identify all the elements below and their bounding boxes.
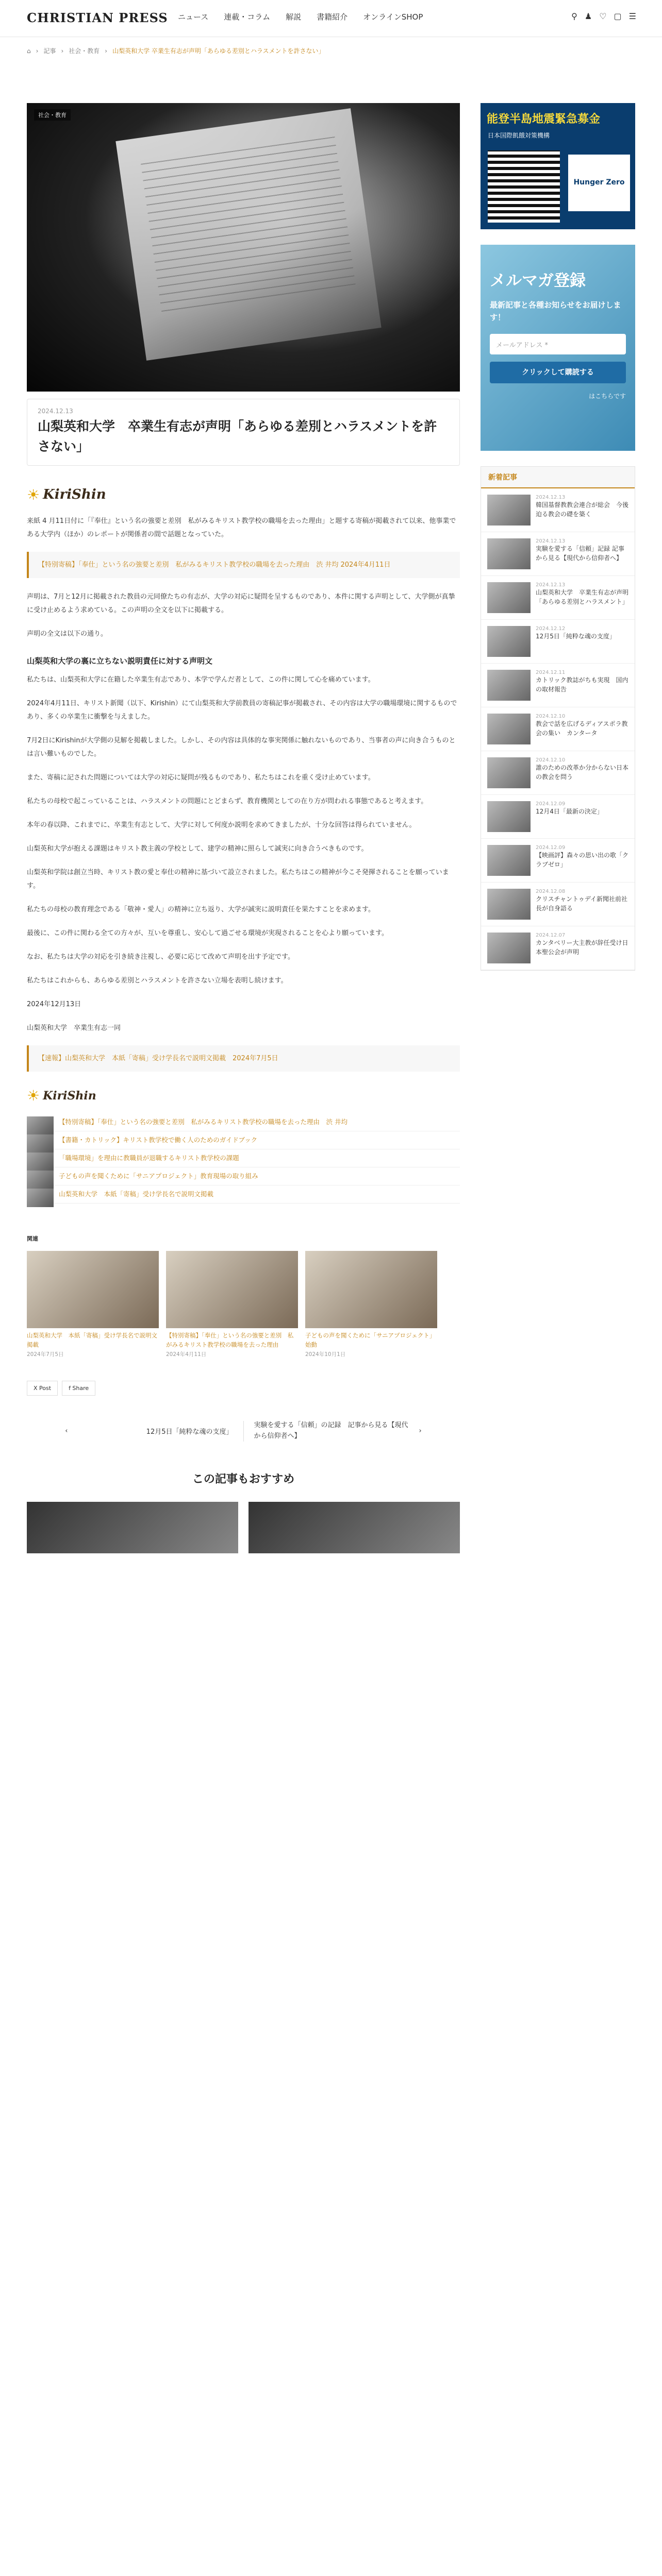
body-paragraph: 私たちの母校で起こっていることは、ハラスメントの問題にとどまらず、教育機関としての在り方が問われる事態であると考えます。 (27, 797, 428, 805)
x-post-button[interactable]: X Post (27, 1381, 58, 1396)
chevron-left-icon[interactable]: ‹ (65, 1427, 68, 1435)
kirishin-logo: ☀ KiriShin (27, 1087, 96, 1105)
crumb-category[interactable]: 社会・教育 (69, 47, 100, 55)
newsletter-box (481, 245, 635, 451)
thumbnail (487, 582, 531, 613)
section-heading: 山梨英和大学の裏に立ちない説明責任に対する声明文 (27, 656, 213, 666)
list-item[interactable]: 2024.12.10 誰のための改革か分からない日本の教会を問う (481, 751, 635, 795)
thumbnail (487, 626, 531, 657)
tag-card[interactable]: 【特別寄稿】「奉仕」という名の強要と差別 私がみるキリスト教学校の職場を去った理由 2024年4月11日 (166, 1251, 298, 1358)
home-icon[interactable]: ⌂ (27, 47, 31, 55)
document-text-lines (141, 137, 356, 317)
body-paragraph: 私たちの母校の教育理念である「敬神・愛人」の精神に立ち返り、大学が誠実に説明責任を果たすことを求めます。 (27, 905, 375, 913)
newsletter-title: メルマガ登録 (490, 272, 586, 290)
card-image (27, 1251, 159, 1328)
list-item[interactable]: 2024.12.10 教会で話を広げるディアスポラ教会の集い カンタータ (481, 707, 635, 751)
qr-code-icon (488, 150, 560, 223)
list-item[interactable]: 2024.12.11 カトリック教誌がちも実現 国内の取材報告 (481, 664, 635, 707)
prev-post-link[interactable]: 12月5日「純粋な魂の支度」 (146, 1428, 233, 1436)
related-link[interactable]: 【書籍・カトリック】キリスト教学校で働く人のためのガイドブック (27, 1131, 460, 1149)
share-buttons (27, 1381, 460, 1396)
subscribe-button[interactable]: クリックして購読する (490, 362, 626, 383)
tag-card[interactable]: 子どもの声を聞くために「サニアプロジェクト」始動 2024年10月1日 (305, 1251, 437, 1358)
thumbnail (487, 801, 531, 832)
crumb-current: 山梨英和大学 卒業生有志が声明「あらゆる差別とハラスメントを許さない」 (112, 47, 325, 55)
body-paragraph: 2024年4月11日、キリスト新聞（以下、Kirishin）にて山梨英和大学前教員の寄稿記事が掲載され、その内容は大学の職場環境に関するものであり、多くの卒業生に衝撃を与えました。 (27, 699, 457, 721)
recommend-heading: この記事もおすすめ (192, 1473, 295, 1486)
body-paragraph: なお、私たちは大学の対応を引き続き注視し、必要に応じて改めて声明を出す予定です。 (27, 953, 294, 961)
related-link[interactable]: 山梨英和大学 本紙「寄稿」受け学長名で説明文掲載 (27, 1185, 460, 1204)
body-paragraph: また、寄稿に記された問題については大学の対応に疑問が残るものであり、私たちはこれを重く受け止めています。 (27, 773, 375, 782)
related-link[interactable]: 子どもの声を聞くために「サニアプロジェクト」教育現場の取り組み (27, 1167, 460, 1185)
list-item[interactable]: 2024.12.12 12月5日「純粋な魂の支度」 (481, 620, 635, 664)
tag-cards (27, 1251, 460, 1358)
nav-news[interactable]: ニュース (178, 12, 209, 22)
post-navigation (27, 1420, 460, 1442)
tag-heading: 関連 (27, 1235, 38, 1243)
body-paragraph: 山梨英和大学が抱える課題はキリスト教主義の学校として、建学の精神に照らして誠実に向き合うべきものです。 (27, 844, 368, 853)
list-item[interactable]: 2024.12.08 クリスチャントゥデイ新聞社前社長が自身語る (481, 883, 635, 926)
list-item[interactable]: 2024.12.13 山梨英和大学 卒業生有志が声明「あらゆる差別とハラスメント」 (481, 576, 635, 620)
thumbnail (487, 845, 531, 876)
body-paragraph: 山梨英和学院は創立当時、キリスト教の愛と奉仕の精神に基づいて設立されました。私たちはこの精神が今こそ発揮されることを願っています。 (27, 868, 449, 890)
nav-shop[interactable]: オンラインSHOP (363, 12, 423, 22)
list-item[interactable]: 2024.12.09 【映画評】森々の思い出の歌「クラブゼロ」 (481, 839, 635, 883)
article-column (27, 103, 460, 1553)
title-card (27, 399, 460, 466)
facebook-share-button[interactable]: f Share (62, 1381, 95, 1396)
tag-card[interactable]: 山梨英和大学 本紙「寄稿」受け学長名で説明文掲載 2024年7月5日 (27, 1251, 159, 1358)
menu-icon[interactable]: ☰ (628, 11, 636, 21)
article-title: 山梨英和大学 卒業生有志が声明「あらゆる差別とハラスメントを許さない」 (38, 419, 437, 454)
recommend-image[interactable] (27, 1502, 238, 1553)
thumbnail (487, 670, 531, 701)
sun-icon: ☀ (27, 1087, 40, 1105)
ad-title: 能登半島地震緊急募金 (487, 113, 601, 126)
lead-paragraph: 来紙 4 月11日付に「『奉仕』という名の強要と差別 私がみるキリスト教学校の職場を去った理由」と題する寄稿が掲載されて以来、他事業である大学内（ほか）のレポートが関係者の間で話題となっていた。 (27, 517, 456, 538)
thumbnail (487, 538, 531, 569)
card-image (166, 1251, 298, 1328)
list-item[interactable]: 2024.12.13 韓国基督教教会連合が総会 今後迫る教会の礎を築く (481, 488, 635, 532)
new-articles (481, 466, 635, 971)
cart-icon[interactable]: ▢ (614, 11, 622, 21)
card-image (305, 1251, 437, 1328)
body-paragraph: 私たちは、山梨英和大学に在籍した卒業生有志であり、本学で学んだ者として、この件に関して心を痛めています。 (27, 675, 375, 684)
thumbnail (487, 933, 531, 963)
chevron-right-icon[interactable]: › (419, 1427, 422, 1435)
date-line: 2024年12月13日 (27, 1000, 81, 1008)
body-paragraph: 7月2日にKirishinが大学側の見解を掲載しました。しかし、その内容は具体的な事実関係に触れないものであり、当事者の声に向き合うものとは言い難いものでした。 (27, 736, 456, 758)
newsletter-subtitle: 最新記事と各種お知らせをお届けします！ (490, 300, 621, 322)
kirishin-logo: ☀ KiriShin (27, 486, 106, 503)
paragraph: 声明の全文は以下の通り。 (27, 630, 108, 638)
body-paragraph: 私たちはこれからも、あらゆる差別とハラスメントを許さない立場を表明し続けます。 (27, 976, 288, 985)
site-header (0, 0, 662, 37)
sun-icon: ☀ (27, 486, 40, 503)
related-links (27, 1113, 460, 1204)
next-post-link[interactable]: 実験を愛する「信頼」の記録 記事から見る【現代から信仰者へ】 (254, 1421, 408, 1440)
recommend-row (27, 1502, 460, 1553)
nav-books[interactable]: 書籍紹介 (317, 12, 348, 22)
heart-icon[interactable]: ♡ (599, 11, 607, 21)
nav-columns[interactable]: 連載・コラム (224, 12, 271, 22)
crumb-articles[interactable]: 記事 (43, 47, 56, 55)
related-link[interactable]: 【特別寄稿】「奉仕」という名の強要と差別 私がみるキリスト教学校の職場を去った理由 渋 井均 (27, 1113, 460, 1131)
related-quote-1[interactable]: 【特別寄稿】「奉仕」という名の強要と差別 私がみるキリスト教学校の職場を去った理由 渋 井均 2024年4月11日 (27, 552, 460, 578)
divider (243, 1421, 244, 1442)
list-item[interactable]: 2024.12.09 12月4日「最新の決定」 (481, 795, 635, 839)
sidebar (481, 103, 635, 971)
search-icon[interactable]: ⚲ (571, 11, 577, 21)
thumbnail (487, 757, 531, 788)
ad-logo: Hunger Zero (568, 155, 630, 211)
signature: 山梨英和大学 卒業生有志一同 (27, 1024, 121, 1032)
nav-analysis[interactable]: 解説 (286, 12, 302, 22)
list-item[interactable]: 2024.12.13 実験を愛する「信頼」記録 記事から見る【現代から信仰者へ】 (481, 532, 635, 576)
paragraph: 声明は、7月と12月に掲載された教員の元同僚たちの有志が、大学の対応に疑問を呈するものであり、本件に関する声明として、大学側が真摯に受け止めるよう求めている。この声明の全文を以下に掲載する。 (27, 592, 455, 614)
email-field[interactable]: メールアドレス * (490, 334, 626, 354)
donation-banner[interactable] (481, 103, 635, 229)
user-icon[interactable]: ♟ (584, 11, 592, 21)
article-date: 2024.12.13 (38, 408, 73, 415)
header-icons (571, 11, 636, 21)
recommend-image[interactable] (249, 1502, 460, 1553)
hero-image (27, 103, 460, 392)
newsletter-link[interactable]: はこちらです (589, 393, 626, 400)
thumbnail (487, 889, 531, 920)
main-nav (178, 11, 423, 22)
body-paragraph: 本年の春以降、これまでに、卒業生有志として、大学に対して何度か説明を求めてきましたが、十分な回答は得られていません。 (27, 821, 416, 829)
thumbnail (487, 495, 531, 526)
related-link[interactable]: 「職場環境」を理由に教職員が退職するキリスト教学校の課題 (27, 1149, 460, 1167)
site-logo[interactable]: CHRISTIAN PRESS (27, 10, 168, 25)
new-articles-heading: 新着記事 (481, 467, 635, 488)
related-quote-2[interactable]: 【速報】山梨英和大学 本紙「寄稿」受け学長名で説明文掲載 2024年7月5日 (27, 1045, 460, 1072)
thumbnail (487, 714, 531, 744)
breadcrumb: ⌂ › 記事 › 社会・教育 › 山梨英和大学 卒業生有志が声明「あらゆる差別とハラスメントを許さない」 (27, 47, 325, 55)
list-item[interactable]: 2024.12.07 カンタベリー大主教が辞任受け日本聖公会が声明 (481, 926, 635, 970)
body-paragraph: 最後に、この件に関わる全ての方々が、互いを尊重し、安心して過ごせる環境が実現されることを心より願っています。 (27, 929, 388, 937)
ad-subtitle: 日本国際飢餓対策機構 (488, 132, 550, 139)
category-tag[interactable]: 社会・教育 (34, 109, 71, 121)
